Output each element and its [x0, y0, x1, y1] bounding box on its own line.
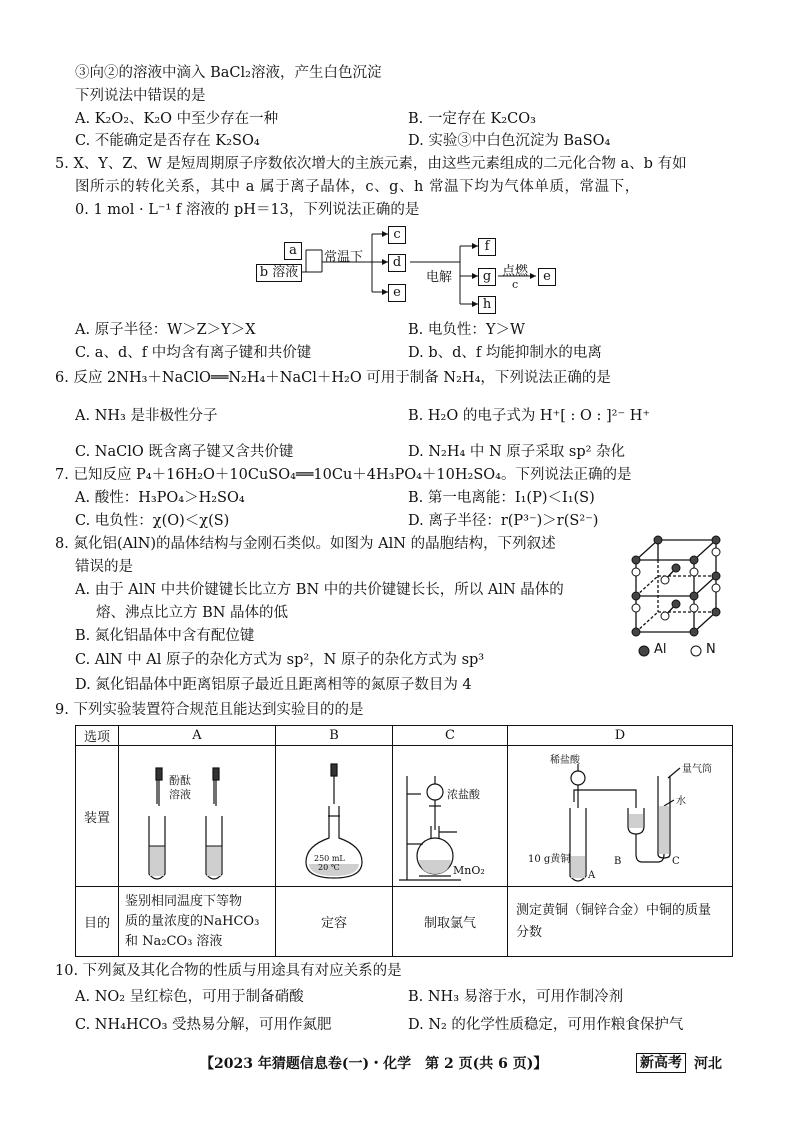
flow-reactant-c: c: [512, 278, 519, 291]
purpose-a-line1: 鉴别相同温度下等物: [125, 893, 243, 909]
purpose-d: [508, 887, 733, 957]
q6-option-d: D. N₂H₄ 中 N 原子采取 sp² 杂化: [408, 444, 626, 460]
apparatus-d-label-a: A: [588, 870, 596, 881]
apparatus-d-label-water: 水: [676, 796, 686, 807]
flow-node-e2: e: [538, 268, 556, 286]
q5-option-c: C. a、d、f 中均含有离子键和共价键: [75, 345, 312, 361]
q5-option-a: A. 原子半径：W＞Z＞Y＞X: [75, 322, 256, 338]
purpose-d-line1: 测定黄铜（铜锌合金）中铜的质量: [516, 902, 712, 918]
q4-step3: ③向②的溶液中滴入 BaCl₂溶液，产生白色沉淀: [75, 65, 382, 81]
q4-option-a: A. K₂O₂、K₂O 中至少存在一种: [75, 111, 279, 127]
page-footer: 【2023 年猜题信息卷(一)・化学 第 2 页(共 6 页)】: [200, 1056, 548, 1072]
row-label-purpose: 目的: [76, 887, 119, 957]
flow-node-a: a: [284, 242, 302, 260]
flow-ignite: 点燃: [502, 264, 529, 279]
q7-option-c: C. 电负性：χ(O)＜χ(S): [75, 513, 230, 529]
q10-stem: 10. 下列氮及其化合物的性质与用途具有对应关系的是: [55, 963, 402, 979]
purpose-a-line2: 质的量浓度的NaHCO₃: [125, 913, 260, 929]
footer-badge: 新高考: [636, 1053, 686, 1073]
q4-stem: 下列说法中错误的是: [75, 88, 206, 104]
q5-stem-line3: 0. 1 mol · L⁻¹ f 溶液的 pH＝13，下列说法正确的是: [75, 202, 420, 218]
col-header-d: D: [508, 726, 733, 746]
flow-node-e: e: [388, 284, 406, 302]
q8-stem-line2: 错误的是: [75, 559, 133, 575]
q6-option-c: C. NaClO 既含离子键又含共价键: [75, 444, 294, 460]
q10-option-a: A. NO₂ 呈红棕色，可用于制备硝酸: [75, 989, 304, 1005]
purpose-row: [76, 887, 733, 957]
apparatus-b-label-volume: 250 mL: [314, 854, 345, 863]
apparatus-d-label-c: C: [672, 856, 680, 867]
q10-option-b: B. NH₃ 易溶于水，可用作制冷剂: [408, 989, 624, 1005]
q7-stem: 7. 已知反应 P₄＋16H₂O＋10CuSO₄══10Cu＋4H₃PO₄＋10H₂SO₄。下列说法正确的是: [55, 467, 632, 483]
q9-experiment-table: [75, 725, 733, 957]
col-header-option: 选项: [76, 726, 119, 746]
footer-region: 河北: [694, 1056, 722, 1072]
purpose-a: [119, 887, 276, 957]
al-legend-label: Al: [654, 642, 667, 657]
aln-unit-cell-figure: [628, 530, 738, 670]
q8-stem-line1: 8. 氮化铝(AlN)的晶体结构与金刚石类似。如图为 AlN 的晶胞结构，下列叙述: [55, 536, 556, 552]
q5-stem-line2: 图所示的转化关系，其中 a 属于离子晶体，c、g、h 常温下均为气体单质，常温下，: [75, 179, 640, 195]
q8-option-a-line2: 熔、沸点比立方 BN 晶体的低: [96, 605, 289, 621]
row-label-apparatus: 装置: [76, 746, 119, 887]
q5-option-b: B. 电负性：Y＞W: [408, 322, 525, 338]
aln-unit-cell-drawing: [628, 530, 738, 650]
apparatus-a-label-phenolphthalein: 酚酞: [169, 774, 191, 787]
purpose-d-line2: 分数: [516, 924, 543, 940]
apparatus-c-cell: [393, 746, 508, 887]
col-header-c: C: [393, 726, 508, 746]
n-legend-label: N: [706, 642, 716, 657]
q8-option-a-line1: A. 由于 AlN 中共价键键长比立方 BN 中的共价键键长长，所以 AlN 晶体的: [75, 582, 564, 598]
q7-option-d: D. 离子半径：r(P³⁻)＞r(S²⁻): [408, 513, 599, 529]
apparatus-c-chlorine-generator: [393, 746, 507, 886]
q5-stem-line1: 5. X、Y、Z、W 是短周期原子序数依次增大的主族元素，由这些元素组成的二元化合物 a、b 有如: [55, 156, 687, 172]
q8-option-c: C. AlN 中 Al 原子的杂化方式为 sp²，N 原子的杂化方式为 sp³: [75, 652, 485, 668]
q4-option-b: B. 一定存在 K₂CO₃: [408, 111, 536, 127]
flow-electrolysis: 电解: [426, 270, 453, 285]
q8-option-d: D. 氮化铝晶体中距离铝原子最近且距离相等的氮原子数目为 4: [75, 677, 472, 693]
q6-option-b: B. H₂O 的电子式为 H⁺[ : O : ]²⁻ H⁺: [408, 408, 651, 424]
flow-node-d: d: [388, 254, 406, 272]
al-legend-dot: [638, 645, 650, 657]
flow-node-c: c: [388, 226, 406, 244]
apparatus-row: [76, 746, 733, 887]
flow-node-f: f: [478, 238, 496, 256]
q6-option-a: A. NH₃ 是非极性分子: [75, 408, 218, 424]
q4-option-c: C. 不能确定是否存在 K₂SO₄: [75, 133, 260, 149]
apparatus-c-label-conc-hcl: 浓盐酸: [447, 788, 480, 801]
q7-option-a: A. 酸性：H₃PO₄＞H₂SO₄: [75, 490, 245, 506]
q10-option-c: C. NH₄HCO₃ 受热易分解，可用作氮肥: [75, 1017, 332, 1033]
q4-option-d: D. 实验③中白色沉淀为 BaSO₄: [408, 133, 611, 149]
q9-stem: 9. 下列实验装置符合规范且能达到实验目的的是: [55, 702, 364, 718]
flow-node-b: b 溶液: [256, 264, 302, 282]
apparatus-c-label-mno2: MnO₂: [453, 864, 485, 877]
flow-node-g: g: [478, 268, 496, 286]
flow-cond-room-temp: 常温下: [324, 250, 364, 265]
table-header-row: [76, 726, 733, 746]
q7-option-b: B. 第一电离能：I₁(P)＜I₁(S): [408, 490, 595, 506]
apparatus-d-cell: [508, 746, 733, 887]
purpose-a-line3: 和 Na₂CO₃ 溶液: [125, 933, 223, 949]
purpose-c: 制取氯气: [393, 887, 508, 957]
apparatus-a-cell: [119, 746, 276, 887]
apparatus-d-label-gas-burette: 量气筒: [682, 764, 712, 775]
q10-option-d: D. N₂ 的化学性质稳定，可用作粮食保护气: [408, 1017, 684, 1033]
q5-option-d: D. b、d、f 均能抑制水的电离: [408, 345, 602, 361]
q5-flow-diagram: [250, 222, 560, 322]
purpose-b: 定容: [276, 887, 393, 957]
flow-node-h: h: [478, 296, 496, 314]
apparatus-b-cell: [276, 746, 393, 887]
col-header-b: B: [276, 726, 393, 746]
apparatus-d-label-dilute-hcl: 稀盐酸: [550, 755, 580, 766]
apparatus-a-label-solution: 溶液: [169, 788, 191, 801]
q6-stem: 6. 反应 2NH₃＋NaClO══N₂H₄＋NaCl＋H₂O 可用于制备 N₂H₄，下列说法正确的是: [55, 370, 611, 386]
apparatus-d-label-b: B: [614, 856, 622, 867]
n-legend-dot: [690, 645, 702, 657]
q8-option-b: B. 氮化铝晶体中含有配位键: [75, 628, 255, 644]
apparatus-a-test-tubes: [119, 746, 275, 886]
col-header-a: A: [119, 726, 276, 746]
apparatus-d-label-brass: 10 g黄铜: [528, 854, 571, 865]
apparatus-b-label-temp: 20 ℃: [318, 863, 340, 872]
